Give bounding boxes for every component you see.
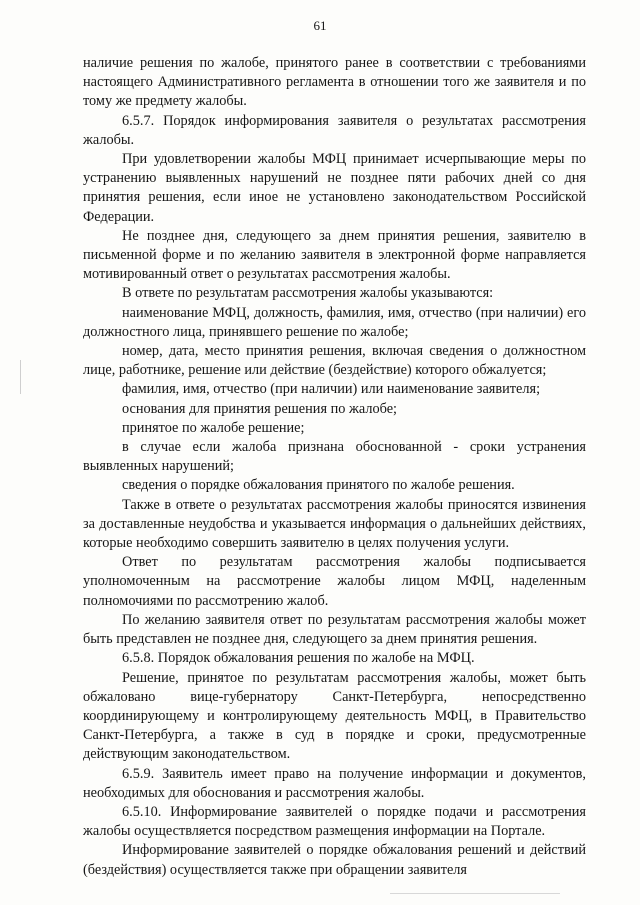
- scan-artifact: [390, 893, 560, 894]
- paragraph: Решение, принятое по результатам рассмотрения жалобы, может быть обжаловано вице-губернатору Санкт-Петербурга, непосредственно координирующему и контролирующему деятельность МФЦ, в Правительство Санкт-Петербурга, а также в суд в порядке и сроки, предусмотренные действующим законодательством.: [83, 669, 586, 763]
- section-6-5-9: 6.5.9. Заявитель имеет право на получение информации и документов, необходимых для обоснования и рассмотрения жалобы.: [83, 765, 586, 801]
- paragraph: наличие решения по жалобе, принятого ранее в соответствии с требованиями настоящего Административного регламента в отношении того же заявителя и по тому же предмету жалобы.: [83, 55, 586, 110]
- paragraph: По желанию заявителя ответ по результатам рассмотрения жалобы может быть представлен не позднее дня, следующего за днем принятия решения.: [83, 611, 586, 648]
- paragraph: В ответе по результатам рассмотрения жалобы указываются:: [122, 285, 494, 302]
- paragraph: При удовлетворении жалобы МФЦ принимает исчерпывающие меры по устранению выявленных нарушений не позднее пяти рабочих дней со дня принятия решения, если иное не установлено законодательством Российской Федерации.: [83, 151, 586, 225]
- document-body: [83, 54, 586, 880]
- section-heading-6-5-7: 6.5.7. Порядок информирования заявителя о результатах рассмотрения жалобы.: [83, 112, 586, 148]
- list-item: основания для принятия решения по жалобе;: [122, 400, 398, 417]
- paragraph: Ответ по результатам рассмотрения жалобы подписывается уполномоченным на рассмотрение жалобы лицом МФЦ, наделенным полномочиями по рассмотрению жалоб.: [83, 554, 586, 609]
- paragraph: Также в ответе о результатах рассмотрения жалобы приносятся извинения за доставленные неудобства и указывается информация о дальнейших действиях, которые необходимо совершить заявителю в целях получения услуги.: [83, 496, 586, 552]
- scan-artifact: [20, 360, 21, 394]
- list-item: наименование МФЦ, должность, фамилия, имя, отчество (при наличии) его должностного лица, принявшего решение по жалобе;: [83, 304, 586, 340]
- section-6-5-10: 6.5.10. Информирование заявителей о порядке подачи и рассмотрения жалобы осуществляется посредством размещения информации на Портале.: [83, 803, 586, 840]
- section-heading-6-5-8: 6.5.8. Порядок обжалования решения по жалобе на МФЦ.: [122, 650, 475, 667]
- list-item: в случае если жалоба признана обоснованной - сроки устранения выявленных нарушений;: [83, 439, 586, 475]
- list-item: сведения о порядке обжалования принятого по жалобе решения.: [122, 477, 515, 494]
- page-number: 61: [313, 18, 327, 33]
- list-item: номер, дата, место принятия решения, включая сведения о должностном лице, работнике, решение или действие (бездействие) которого обжалуется;: [83, 343, 586, 379]
- list-item: принятое по жалобе решение;: [122, 419, 305, 436]
- list-item: фамилия, имя, отчество (при наличии) или наименование заявителя;: [122, 381, 541, 398]
- paragraph: Информирование заявителей о порядке обжалования решений и действий (бездействия) осуществляется также при обращении заявителя: [83, 842, 586, 878]
- paragraph: Не позднее дня, следующего за днем принятия решения, заявителю в письменной форме и по желанию заявителя в электронной форме направляется мотивированный ответ о результатах рассмотрения жалобы.: [83, 227, 586, 283]
